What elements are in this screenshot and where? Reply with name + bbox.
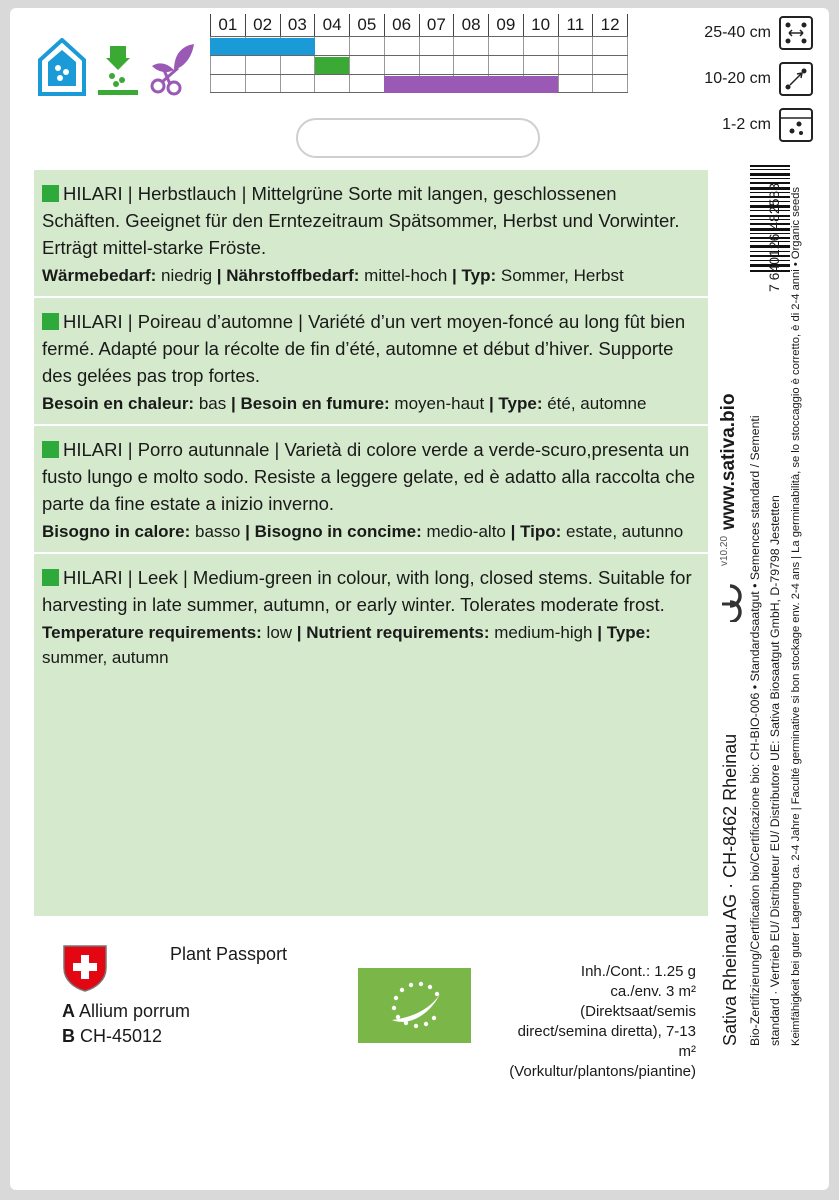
type-label: | Type: <box>488 394 543 413</box>
contents-info <box>496 962 696 1082</box>
month-label: 07 <box>419 14 454 36</box>
passport-b-letter: B <box>62 1026 75 1046</box>
row-distance <box>704 16 813 50</box>
nutrient-label: | Besoin en fumure: <box>230 394 390 413</box>
month-label: 06 <box>384 14 419 36</box>
section-italian <box>34 426 708 554</box>
contents-line: ca./env. 3 m² (Direktsaat/semis <box>580 983 696 1020</box>
greenhouse-icon <box>38 38 86 96</box>
passport-line-b <box>62 1026 162 1047</box>
type-value: été, automne <box>542 394 647 413</box>
section-properties <box>42 263 698 288</box>
heat-value: bas <box>194 394 231 413</box>
month-label: 01 <box>210 14 245 36</box>
calendar-row-sowing <box>210 36 628 55</box>
nutrient-label: | Nutrient requirements: <box>296 623 490 642</box>
description-panel <box>34 170 708 916</box>
swiss-shield-icon <box>62 944 108 992</box>
passport-a-letter: A <box>62 1001 75 1021</box>
month-label: 04 <box>314 14 349 36</box>
contents-line: (Vorkultur/plantons/piantine) <box>509 1063 696 1080</box>
eu-organic-logo <box>358 968 471 1043</box>
plant-distance-value: 10-20 cm <box>704 70 771 87</box>
certification-line: Bio-Zertifizierung/Certification bio/Certificazione bio: CH-BIO-006 • Standardsaatgut • Semences standard / Sementi <box>748 415 762 1046</box>
nutrient-value: moyen-haut <box>389 394 489 413</box>
section-intro: HILARI | Leek | Medium-green in colour, with long, closed stems. Suitable for harvesting in late summer, autumn, or early winter. Tolerates moderate frost. <box>42 567 692 615</box>
heat-label: Bisogno in calore: <box>42 522 191 541</box>
sowing-period-bar <box>210 38 315 55</box>
type-value: Sommer, Herbst <box>496 266 624 285</box>
ce-mark-icon <box>716 576 744 622</box>
nutrient-value: medium-high <box>489 623 598 642</box>
section-intro: HILARI | Poireau d’automne | Variété d’un vert moyen-foncé au long fût bien fermé. Adapté pour la récolte de fin d’été, automne et début d’hiver. Supporte des gelées pas trop fortes. <box>42 311 686 386</box>
month-label: 11 <box>558 14 593 36</box>
version-label: v10.20 <box>719 535 730 566</box>
bullet-square <box>42 441 59 458</box>
heat-value: basso <box>190 522 246 541</box>
company-address: Sativa Rheinau AG · CH-8462 Rheinau <box>720 733 740 1046</box>
month-label: 10 <box>523 14 558 36</box>
type-label: | Tipo: <box>510 522 562 541</box>
distributor-line: standard · Vertrieb EU/ Distributeur EU/ Distributore UE: Sativa Biosaatgut GmbH, D-79798 Jestetten <box>768 495 782 1046</box>
harvest-scissors-icon <box>148 40 198 96</box>
section-intro: HILARI | Porro autunnale | Varietà di colore verde a verde-scuro,presenta un fusto lungo e molto sodo. Resiste a leggere gelate, ed è adatto alla raccolta che parte da fine estate a inizio inverno. <box>42 439 696 514</box>
direct-sowing-icon <box>96 44 140 96</box>
contents-line: direct/semina diretta), 7-13 m² <box>517 1023 696 1060</box>
type-label: | Typ: <box>452 266 497 285</box>
cultivation-calendar <box>210 14 628 93</box>
section-properties <box>42 391 698 416</box>
month-label: 05 <box>349 14 384 36</box>
month-header <box>210 14 628 36</box>
calendar-row-harvest <box>210 74 628 93</box>
website: www.sativa.bio <box>718 393 739 530</box>
type-value: estate, autunno <box>561 522 684 541</box>
hanger-hole <box>296 118 540 158</box>
bullet-square <box>42 313 59 330</box>
calendar-row-planting <box>210 55 628 74</box>
plant-distance <box>704 62 813 96</box>
passport-line-a <box>62 1001 190 1022</box>
nutrient-label: | Nährstoffbedarf: <box>216 266 360 285</box>
month-label: 02 <box>245 14 280 36</box>
passport-a-value: Allium porrum <box>79 1001 191 1021</box>
contents-line: Inh./Cont.: 1.25 g <box>580 963 696 980</box>
heat-label: Besoin en chaleur: <box>42 394 195 413</box>
passport-b-value: CH-45012 <box>80 1026 163 1046</box>
nutrient-label: | Bisogno in concime: <box>245 522 422 541</box>
planting-period-bar <box>315 57 350 74</box>
month-label: 12 <box>592 14 628 36</box>
germination-line: Keimfähigkeit bei guter Lagerung ca. 2-4 Jahre | Faculté germinative si bon stockage env. 2-4 ans | La germinabilità, se lo stoccaggio è corretto, è di 2-4 anni • Organic seeds <box>790 186 802 1046</box>
month-label: 03 <box>280 14 315 36</box>
type-label: | Type: <box>597 623 651 642</box>
plant-passport-title: Plant Passport <box>170 944 288 964</box>
section-german <box>34 170 708 298</box>
month-label: 08 <box>453 14 488 36</box>
plant-distance-icon <box>779 62 813 96</box>
type-value: summer, autumn <box>42 648 169 667</box>
section-french <box>34 298 708 426</box>
heat-value: niedrig <box>156 266 217 285</box>
sowing-depth-icon <box>779 108 813 142</box>
row-distance-icon <box>779 16 813 50</box>
row-distance-value: 25-40 cm <box>704 24 771 41</box>
sowing-depth-value: 1-2 cm <box>722 116 771 133</box>
section-intro: HILARI | Herbstlauch | Mittelgrüne Sorte mit langen, geschlossenen Schäften. Geeignet für den Erntezeitraum Spätsommer, Herbst und Vorwinter. Erträgt mittel-starke Fröste. <box>42 183 680 258</box>
heat-label: Wärmebedarf: <box>42 266 157 285</box>
section-properties <box>42 620 698 670</box>
section-properties <box>42 519 698 544</box>
sowing-depth <box>722 108 813 142</box>
nutrient-value: mittel-hoch <box>359 266 453 285</box>
month-label: 09 <box>488 14 523 36</box>
section-english <box>34 554 708 678</box>
bullet-square <box>42 185 59 202</box>
heat-label: Temperature requirements: <box>42 623 262 642</box>
nutrient-value: medio-alto <box>421 522 511 541</box>
bullet-square <box>42 569 59 586</box>
harvest-period-bar <box>384 76 558 93</box>
heat-value: low <box>261 623 297 642</box>
barcode-number: 7 640126 482583 <box>766 183 782 292</box>
